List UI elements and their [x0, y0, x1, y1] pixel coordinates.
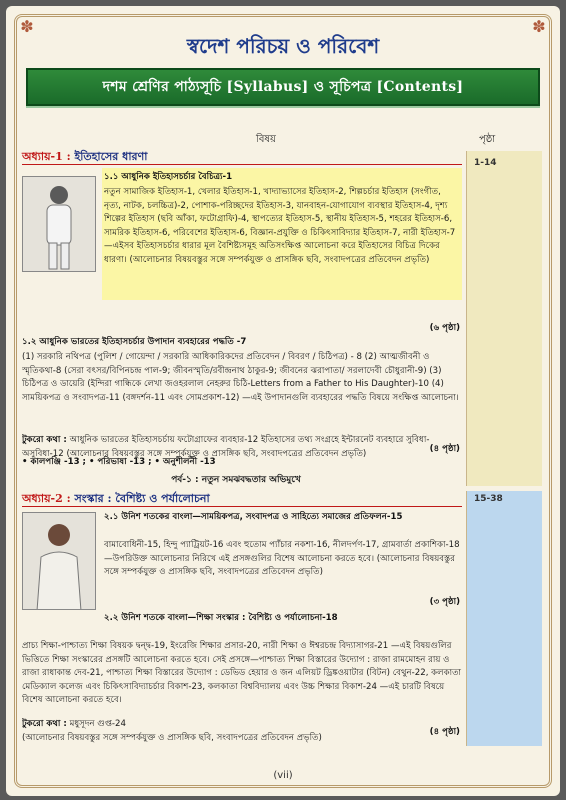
chapter-2-notes: টুকরো কথা : মধুসূদন গুপ্ত-24 — [22, 719, 126, 729]
corner-ornament-icon: ✽ — [532, 17, 546, 36]
section-1-2-heading: ১.২ আধুনিক ভারতের ইতিহাসচর্চার উপাদান ব্যবহারের পদ্ধতি -7 — [22, 337, 247, 347]
chapter-1-notes: টুকরো কথা : আধুনিক ভারতের ইতিহাসচর্চায় ফটোগ্রাফের ব্যবহার-12 ইতিহাসের তথ্য সংগ্রহে ইন্টারনেট ব্যবহারে সুবিধা-অসুবিধা-12 (আলোচনার বিষয়বস্তুর সঙ্গে সম্পর্কযুক্ত ও প্রাসঙ্গিক ছবি, সংবাদপত্রের প্রতিবেদন প্রভৃতি) — [22, 435, 430, 459]
chapter-2-title: সংস্কার : বৈশিষ্ট্য ও পর্যালোচনা — [74, 492, 210, 505]
chapter-2-notes-tail: (আলোচনার বিষয়বস্তুর সঙ্গে সম্পর্কযুক্ত ও প্রাসঙ্গিক ছবি, সংবাদপত্রের প্রতিবেদন প্রভৃতি) — [22, 733, 322, 743]
page-column-header: পৃষ্ঠা — [479, 134, 496, 145]
portrait-figure-icon — [27, 513, 91, 610]
textbook-page — [6, 6, 560, 796]
portrait-figure-icon — [29, 177, 89, 272]
chapter-1-extras: • কালপঞ্জি -13 ; • পরিভাষা -13 ; • অনুশীলনী -13 — [22, 457, 216, 467]
page-title: স্বদেশ পরিচয় ও পরিবেশ — [186, 34, 380, 58]
page-number: (vii) — [273, 770, 293, 781]
chapter-1-rule — [22, 164, 462, 165]
chapter-1-title: ইতিহাসের ধারণা — [74, 150, 148, 163]
chapter-1-page-range: 1-14 — [474, 158, 497, 168]
section-2-1-body: বামাবোধিনী-15, হিন্দু প্যাট্রিয়ট-16 এবং হুতোম প্যাঁচার নকশা-16, নীলদর্পণ-17, গ্রামবার্তা প্রকাশিকা-18 —উপরিউক্ত আলোচনার নিরিখে এই প্রসঙ্গগুলির বিশেষ আলোচনা করতে হবে। (আলোচনার বিষয়বস্তুর সঙ্গে সম্পর্কযুক্ত ও প্রাসঙ্গিক ছবি, সংবাদপত্রের প্রতিবেদন প্রভৃতি) — [104, 540, 460, 578]
page-column-chapter-2 — [466, 491, 542, 746]
chapter-1-label: অধ্যায়-1 : — [22, 150, 71, 163]
phase-1-heading: পর্ব-১ : নতুন সমঝবদ্ধতার অভিমুখে — [171, 475, 301, 485]
chapter-1-notes-pages: (৪ পৃষ্ঠা) — [429, 444, 460, 454]
chapter-2-notes-pages: (৪ পৃষ্ঠা) — [429, 727, 460, 737]
section-1-1-heading: ১.১ আধুনিক ইতিহাসচর্চার বৈচিত্র্য-1 — [104, 172, 233, 182]
page-column-chapter-1 — [466, 151, 542, 486]
section-2-1-heading: ২.১ উনিশ শতকের বাংলা—সাময়িকপত্র, সংবাদপত্র ও সাহিত্যে সমাজের প্রতিফলন-15 — [104, 512, 403, 522]
syllabus-banner: দশম শ্রেণির পাঠ্যসূচি [Syllabus] ও সূচিপত্র [Contents] — [26, 68, 540, 106]
section-2-2-body: প্রাচ্য শিক্ষা-পাশ্চাত্য শিক্ষা বিষয়ক দ্বন্দ্ব-19, ইংরেজি শিক্ষার প্রসার-20, নারী শিক্ষা ও ঈশ্বরচন্দ্র বিদ্যাসাগর-21 —এই বিষয়গুলির ভিত্তিতে শিক্ষা সংস্কারের প্রসঙ্গটি আলোচনা করতে হবে। সেই প্রসঙ্গে—পাশ্চাত্য শিক্ষা বিস্তারের উদ্যোগ : রাজা রামমোহন রায় ও রাজা রাধাকান্ত দেব-21, পাশ্চাত্য শিক্ষা বিস্তারের উদ্যোগ : ডেভিড হেয়ার ও জন এলিয়ট ড্রিঙ্কওয়াটার (বিটন) বেথুন-22, কলকাতা মেডিক্যাল কলেজ এবং চিকিৎসাবিদ্যাচর্চার বিকাশ-23, কলকাতা বিশ্ববিদ্যালয় এবং উচ্চ শিক্ষার বিকাশ-24 —এই চারটি বিষয়ে বিশেষ আলোচনা করতে হবে। — [22, 641, 462, 706]
corner-ornament-icon: ✽ — [20, 17, 34, 36]
reformer-portrait-photo — [22, 512, 96, 610]
chapter-2-rule — [22, 506, 462, 507]
chapter-2-label: অধ্যায়-2 : — [22, 492, 71, 505]
subject-column-header: বিষয় — [256, 134, 276, 145]
chapter-2-page-range: 15-38 — [474, 494, 503, 504]
section-1-1-pages: (৬ পৃষ্ঠা) — [429, 323, 460, 333]
section-1-1-body: নতুন সামাজিক ইতিহাস-1, খেলার ইতিহাস-1, খাদ্যাভ্যাসের ইতিহাস-2, শিল্পচর্চার ইতিহাস (সংগীত, নৃত্য, নাটক, চলচ্চিত্র)-2, পোশাক-পরিচ্ছদের ইতিহাস-3, যানবাহন-যোগাযোগ ব্যবস্থার ইতিহাস-4, দৃশ্য শিল্পের ইতিহাস (ছবি আঁকা, ফটোগ্রাফি)-4, স্থাপত্যের ইতিহাস-5, স্থানীয় ইতিহাস-5, শহরের ইতিহাস-6, সামরিক ইতিহাস-6, পরিবেশের ইতিহাস-6, বিজ্ঞান-প্রযুক্তি ও চিকিৎসাবিদ্যার ইতিহাস-7, নারী ইতিহাস-7 —এইসব ইতিহাসচর্চার ধারার মূল বৈশিষ্ট্যসমূহ অতিসংক্ষিপ্ত আলোচনা করে ইতিহাসের বিচিত্র দিকের ধারণা। (আলোচনার বিষয়বস্তুর সঙ্গে সম্পর্কযুক্ত ও প্রাসঙ্গিক ছবি, সংবাদপত্রের প্রতিবেদন প্রভৃতি) — [104, 187, 456, 265]
section-2-1-pages: (৩ পৃষ্ঠা) — [429, 597, 460, 607]
section-1-2-body: (1) সরকারি নথিপত্র (পুলিশ / গোয়েন্দা / সরকারি আধিকারিকদের প্রতিবেদন / বিবরণ / চিঠিপত্র) - 8 (2) আত্মজীবনী ও স্মৃতিকথা-8 (সেরা বৎসর/বিপিনচন্দ্র পাল-9; জীবনস্মৃতি/রবীন্দ্রনাথ ঠাকুর-9; জীবনের ঝরাপাতা/ সরলাদেবী চৌধুরানী-9) (3) চিঠিপত্র ও ডায়েরি (ইন্দিরা গান্ধিকে লেখা জওহরলাল নেহরুর চিঠি-Letters from a Father to His Daughter)-10 (4) সাময়িকপত্র ও সংবাদপত্র-11 (বঙ্গদর্শন-11 এবং সোমপ্রকাশ-12) —এই উপাদানগুলি ব্যবহারের পদ্ধতি বিষয়ে সংক্ষিপ্ত আলোচনা। — [22, 352, 459, 403]
section-2-2-heading: ২.২ উনিশ শতকে বাংলা—শিক্ষা সংস্কার : বৈশিষ্ট্য ও পর্যালোচনা-18 — [104, 613, 338, 623]
historian-portrait-photo — [22, 176, 96, 272]
